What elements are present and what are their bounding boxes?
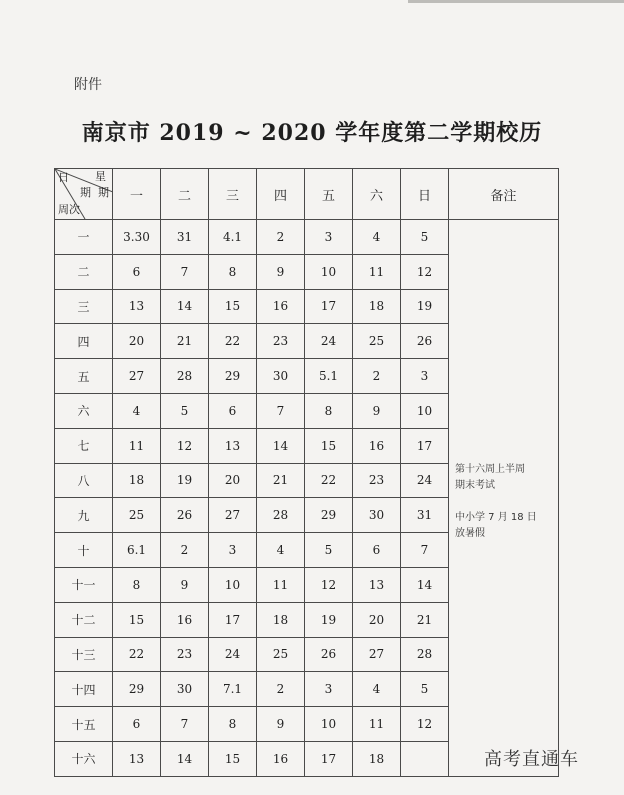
corner-label-week: 周次 xyxy=(58,203,80,216)
date-cell: 20 xyxy=(113,324,161,359)
date-cell: 7 xyxy=(401,533,449,568)
date-cell: 22 xyxy=(113,637,161,672)
date-cell: 16 xyxy=(257,289,305,324)
date-cell: 9 xyxy=(257,254,305,289)
date-cell: 6 xyxy=(353,533,401,568)
date-cell: 16 xyxy=(161,602,209,637)
date-cell: 6.1 xyxy=(113,533,161,568)
date-cell: 31 xyxy=(161,220,209,255)
date-cell: 4 xyxy=(353,220,401,255)
date-cell: 5 xyxy=(401,220,449,255)
date-cell: 19 xyxy=(305,602,353,637)
date-cell: 2 xyxy=(257,220,305,255)
date-cell: 17 xyxy=(305,741,353,776)
date-cell: 13 xyxy=(353,567,401,602)
date-cell: 26 xyxy=(305,637,353,672)
week-number-cell: 十三 xyxy=(55,637,113,672)
attachment-label: 附件 xyxy=(74,77,102,93)
date-cell: 25 xyxy=(257,637,305,672)
school-calendar-table xyxy=(54,168,559,777)
day-header: 三 xyxy=(209,169,257,220)
day-header: 一 xyxy=(113,169,161,220)
date-cell: 24 xyxy=(209,637,257,672)
date-cell: 15 xyxy=(209,289,257,324)
date-cell: 22 xyxy=(305,463,353,498)
date-cell: 28 xyxy=(401,637,449,672)
week-number-cell: 九 xyxy=(55,498,113,533)
day-header: 二 xyxy=(161,169,209,220)
week-number-cell: 十六 xyxy=(55,741,113,776)
date-cell: 25 xyxy=(353,324,401,359)
week-number-cell: 十二 xyxy=(55,602,113,637)
note-line-2: 期末考试 xyxy=(455,480,495,491)
date-cell: 17 xyxy=(401,428,449,463)
date-cell: 28 xyxy=(257,498,305,533)
date-cell: 30 xyxy=(161,672,209,707)
date-cell: 4 xyxy=(257,533,305,568)
date-cell: 7 xyxy=(161,254,209,289)
date-cell: 8 xyxy=(209,707,257,742)
date-cell: 10 xyxy=(209,567,257,602)
date-cell: 18 xyxy=(353,741,401,776)
note-line-4: 放暑假 xyxy=(455,528,485,539)
date-cell: 14 xyxy=(161,289,209,324)
date-cell: 3 xyxy=(305,672,353,707)
date-cell: 10 xyxy=(401,393,449,428)
date-cell: 30 xyxy=(257,359,305,394)
date-cell: 28 xyxy=(161,359,209,394)
notes-header: 备注 xyxy=(449,169,559,220)
week-number-cell: 七 xyxy=(55,428,113,463)
date-cell: 23 xyxy=(257,324,305,359)
date-cell: 24 xyxy=(401,463,449,498)
date-cell: 29 xyxy=(113,672,161,707)
week-number-cell: 四 xyxy=(55,324,113,359)
date-cell: 23 xyxy=(161,637,209,672)
date-cell: 3 xyxy=(401,359,449,394)
date-cell: 12 xyxy=(401,707,449,742)
date-cell: 7 xyxy=(257,393,305,428)
corner-label-qi1: 期 xyxy=(80,186,91,199)
date-cell: 21 xyxy=(401,602,449,637)
corner-label-day: 日 xyxy=(58,171,69,184)
note-line-1: 第十六周上半周 xyxy=(455,464,525,475)
date-cell: 13 xyxy=(113,289,161,324)
date-cell: 2 xyxy=(257,672,305,707)
header-row xyxy=(55,169,559,220)
date-cell: 11 xyxy=(353,254,401,289)
week-number-cell: 十五 xyxy=(55,707,113,742)
date-cell: 20 xyxy=(353,602,401,637)
date-cell: 6 xyxy=(113,254,161,289)
corner-header-cell xyxy=(55,169,113,220)
week-number-cell: 十四 xyxy=(55,672,113,707)
date-cell: 13 xyxy=(113,741,161,776)
date-cell: 19 xyxy=(401,289,449,324)
date-cell: 20 xyxy=(209,463,257,498)
date-cell: 6 xyxy=(209,393,257,428)
date-cell: 14 xyxy=(161,741,209,776)
date-cell: 11 xyxy=(257,567,305,602)
date-cell: 27 xyxy=(353,637,401,672)
date-cell: 18 xyxy=(257,602,305,637)
date-cell: 25 xyxy=(113,498,161,533)
notes-cell xyxy=(449,220,559,777)
page-title: 南京市 2019 ~ 2020 学年度第二学期校历 xyxy=(81,120,543,146)
watermark-text: 高考直通车 xyxy=(484,749,579,770)
date-cell: 19 xyxy=(161,463,209,498)
date-cell: 27 xyxy=(209,498,257,533)
date-cell: 29 xyxy=(209,359,257,394)
date-cell: 26 xyxy=(401,324,449,359)
date-cell: 15 xyxy=(113,602,161,637)
date-cell: 26 xyxy=(161,498,209,533)
week-number-cell: 六 xyxy=(55,393,113,428)
date-cell: 3 xyxy=(305,220,353,255)
date-cell: 27 xyxy=(113,359,161,394)
week-row xyxy=(55,220,559,255)
day-header: 五 xyxy=(305,169,353,220)
date-cell: 8 xyxy=(305,393,353,428)
date-cell: 14 xyxy=(257,428,305,463)
date-cell: 8 xyxy=(113,567,161,602)
date-cell: 4 xyxy=(113,393,161,428)
day-header: 四 xyxy=(257,169,305,220)
date-cell: 22 xyxy=(209,324,257,359)
date-cell: 9 xyxy=(161,567,209,602)
date-cell: 7.1 xyxy=(209,672,257,707)
date-cell: 12 xyxy=(401,254,449,289)
week-number-cell: 十一 xyxy=(55,567,113,602)
date-cell: 4.1 xyxy=(209,220,257,255)
week-number-cell: 八 xyxy=(55,463,113,498)
date-cell: 5 xyxy=(305,533,353,568)
corner-label-xing: 星 xyxy=(95,170,106,183)
date-cell: 21 xyxy=(161,324,209,359)
date-cell: 14 xyxy=(401,567,449,602)
date-cell: 15 xyxy=(209,741,257,776)
date-cell: 24 xyxy=(305,324,353,359)
date-cell: 2 xyxy=(161,533,209,568)
date-cell: 18 xyxy=(353,289,401,324)
date-cell: 23 xyxy=(353,463,401,498)
week-number-cell: 三 xyxy=(55,289,113,324)
date-cell: 10 xyxy=(305,254,353,289)
note-line-3: 中小学 7 月 18 日 xyxy=(455,512,537,523)
date-cell: 3 xyxy=(209,533,257,568)
date-cell: 21 xyxy=(257,463,305,498)
date-cell: 11 xyxy=(353,707,401,742)
date-cell: 4 xyxy=(353,672,401,707)
date-cell: 5.1 xyxy=(305,359,353,394)
date-cell: 16 xyxy=(353,428,401,463)
date-cell: 5 xyxy=(401,672,449,707)
date-cell: 12 xyxy=(305,567,353,602)
date-cell: 29 xyxy=(305,498,353,533)
corner-label-qi2: 期 xyxy=(98,186,109,199)
calendar-body xyxy=(55,220,559,777)
top-edge-line xyxy=(408,0,624,3)
date-cell xyxy=(401,741,449,776)
week-number-cell: 五 xyxy=(55,359,113,394)
week-number-cell: 一 xyxy=(55,220,113,255)
date-cell: 10 xyxy=(305,707,353,742)
date-cell: 13 xyxy=(209,428,257,463)
date-cell: 18 xyxy=(113,463,161,498)
date-cell: 11 xyxy=(113,428,161,463)
week-number-cell: 二 xyxy=(55,254,113,289)
date-cell: 17 xyxy=(305,289,353,324)
date-cell: 9 xyxy=(257,707,305,742)
day-header: 日 xyxy=(401,169,449,220)
date-cell: 17 xyxy=(209,602,257,637)
date-cell: 30 xyxy=(353,498,401,533)
day-header: 六 xyxy=(353,169,401,220)
date-cell: 9 xyxy=(353,393,401,428)
week-number-cell: 十 xyxy=(55,533,113,568)
date-cell: 8 xyxy=(209,254,257,289)
date-cell: 31 xyxy=(401,498,449,533)
date-cell: 5 xyxy=(161,393,209,428)
date-cell: 12 xyxy=(161,428,209,463)
date-cell: 2 xyxy=(353,359,401,394)
date-cell: 16 xyxy=(257,741,305,776)
date-cell: 7 xyxy=(161,707,209,742)
date-cell: 3.30 xyxy=(113,220,161,255)
date-cell: 6 xyxy=(113,707,161,742)
date-cell: 15 xyxy=(305,428,353,463)
